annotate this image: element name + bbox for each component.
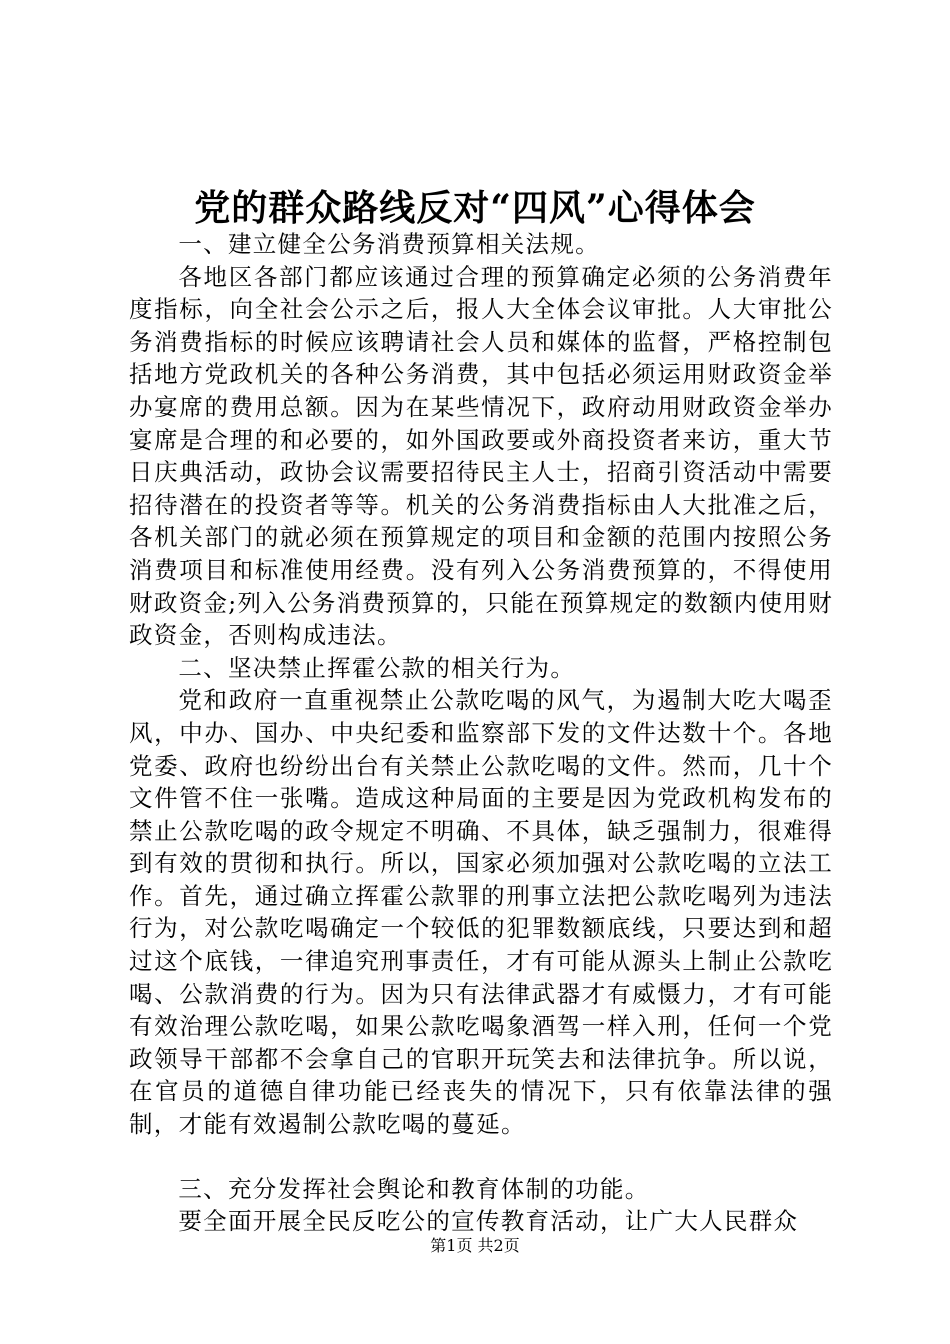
body-paragraph-2: 党和政府一直重视禁止公款吃喝的风气，为遏制大吃大喝歪风，中办、国办、中央纪委和监察部下发的文件达数十个。各地党委、政府也纷纷出台有关禁止公款吃喝的文件。然而，几十个文件管不住一张嘴。造成这种局面的主要是因为党政机构发布的禁止公款吃喝的政令规定不明确、不具体，缺乏强制力，很难得到有效的贯彻和执行。所以，国家必须加强对公款吃喝的立法工作。首先，通过确立挥霍公款罪的刑事立法把公款吃喝列为违法行为，对公款吃喝确定一个较低的犯罪数额底线，只要达到和超过这个底钱，一律追究刑事责任，才有可能从源头上制止公款吃喝、公款消费的行为。因为只有法律武器才有威慑力，才有可能有效治理公款吃喝，如果公款吃喝象酒驾一样入刑，任何一个党政领导干部都不会拿自己的官职开玩笑去和法律抗争。所以说，在官员的道德自律功能已经丧失的情况下，只有依靠法律的强制，才能有效遏制公款吃喝的蔓延。 <box>129 686 833 1139</box>
section-heading-2: 二、坚决禁止挥霍公款的相关行为。 <box>178 653 576 682</box>
body-paragraph-3: 要全面开展全民反吃公的宣传教育活动，让广大人民群众 <box>178 1207 799 1236</box>
document-body <box>129 228 833 1238</box>
section-heading-3: 三、充分发挥社会舆论和教育体制的功能。 <box>178 1174 650 1203</box>
section-heading-1: 一、建立健全公务消费预算相关法规。 <box>178 230 600 258</box>
page-footer: 第1页 共2页 <box>430 1236 520 1255</box>
body-paragraph-1: 各地区各部门都应该通过合理的预算确定必须的公务消费年度指标，向全社会公示之后，报人大全体会议审批。人大审批公务消费指标的时候应该聘请社会人员和媒体的监督，严格控制包括地方党政机关的各种公务消费，其中包括必须运用财政资金举办宴席的费用总额。因为在某些情况下，政府动用财政资金举办宴席是合理的和必要的，如外国政要或外商投资者来访，重大节日庆典活动，政协会议需要招待民主人士，招商引资活动中需要招待潜在的投资者等等。机关的公务消费指标由人大批准之后，各机关部门的就必须在预算规定的项目和金额的范围内按照公务消费项目和标准使用经费。没有列入公务消费预算的，不得使用财政资金;列入公务消费预算的，只能在预算规定的数额内使用财政资金，否则构成违法。 <box>129 262 833 650</box>
document-title: 党的群众路线反对“四风”心得体会 <box>194 187 756 229</box>
